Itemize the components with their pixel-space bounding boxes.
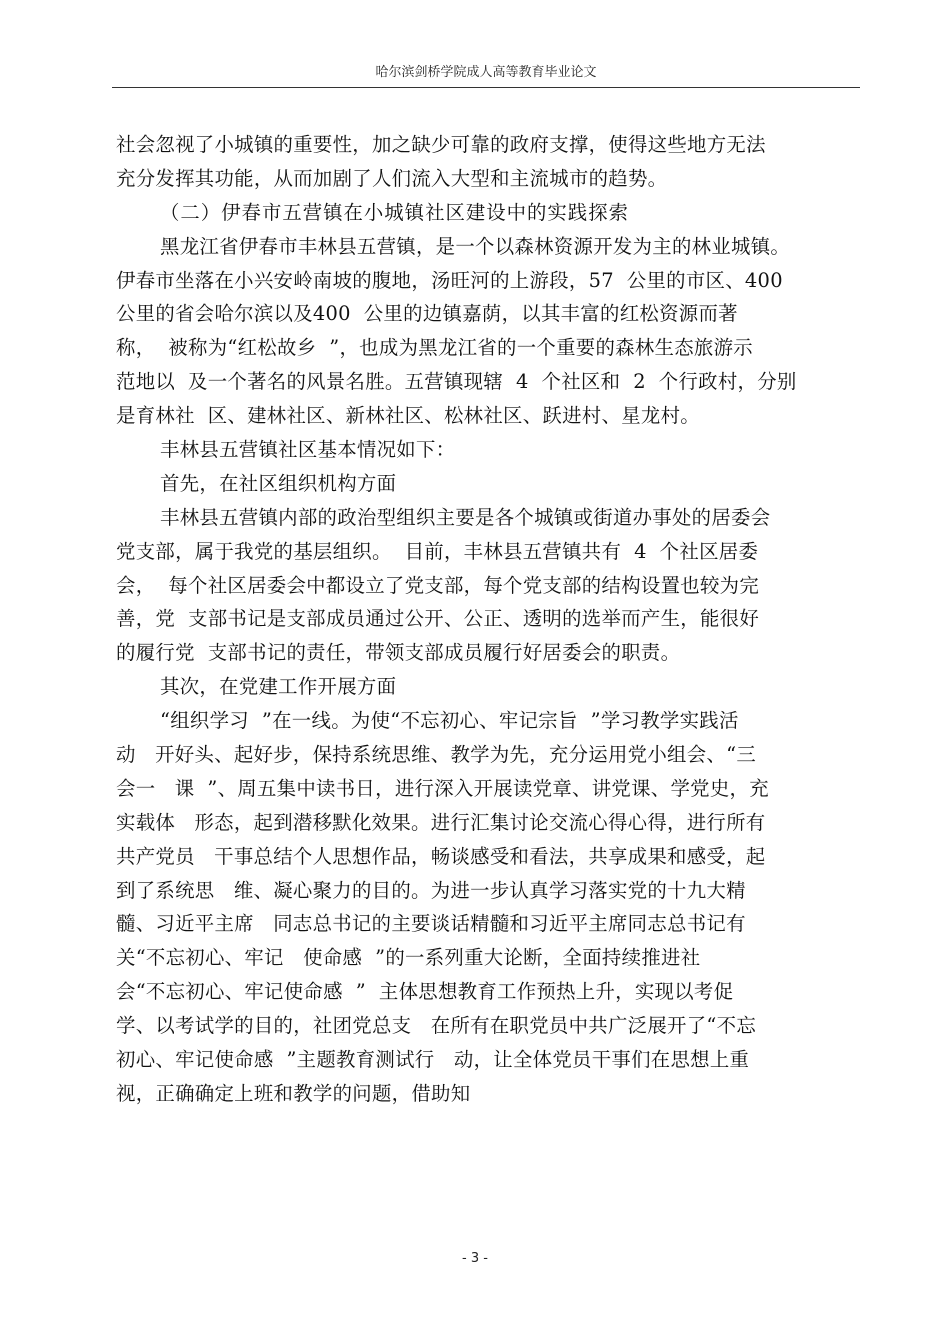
header-divider (112, 87, 860, 88)
paragraph-line: “组织学习 ”在一线。为使“不忘初心、牢记宗旨 ”学习教学实践活 (160, 709, 739, 733)
paragraph-line: 伊春市坐落在小兴安岭南坡的腹地，汤旺河的上游段，57 公里的市区、400 (116, 268, 783, 292)
paragraph-line: 党支部，属于我党的基层组织。 目前，丰林县五营镇共有 4 个社区居委 (116, 539, 759, 563)
paragraph-line: 范地以 及一个著名的风景名胜。五营镇现辖 4 个社区和 2 个行政村，分别 (116, 370, 797, 394)
page-number: - 3 - (462, 1251, 488, 1266)
paragraph-line: 称， 被称为“红松故乡 ”，也成为黑龙江省的一个重要的森林生态旅游示 (116, 336, 753, 360)
subheading-line: 首先，在社区组织机构方面 (160, 471, 397, 495)
subheading-line: 其次，在党建工作开展方面 (160, 675, 397, 699)
paragraph-line: 善，党 支部书记是支部成员通过公开、公正、透明的选举而产生，能很好 (116, 607, 760, 631)
paragraph-line: 初心、牢记使命感 ”主题教育测试行 动，让全体党员干事们在思想上重 (116, 1048, 750, 1072)
paragraph-line: 社会忽视了小城镇的重要性，加之缺少可靠的政府支撑，使得这些地方无法 (116, 133, 766, 156)
paragraph-line: 髓、习近平主席 同志总书记的主要谈话精髓和习近平主席同志总书记有 (116, 912, 746, 936)
paragraph-line: 关“不忘初心、牢记 使命感 ”的一系列重大论断，全面持续推进社 (116, 946, 701, 970)
paragraph-line: 充分发挥其功能，从而加剧了人们流入大型和主流城市的趋势。 (116, 166, 668, 190)
paragraph-line: 动 开好头、起好步，保持系统思维、教学为先，充分运用党小组会、“三 (116, 743, 757, 767)
paragraph-line: 丰林县五营镇社区基本情况如下： (160, 438, 456, 462)
paragraph-line: 丰林县五营镇内部的政治型组织主要是各个城镇或街道办事处的居委会 (160, 505, 771, 529)
section-heading: （二）伊春市五营镇在小城镇社区建设中的实践探索 (160, 200, 629, 224)
paragraph-line: 的履行党 支部书记的责任，带领支部成员履行好居委会的职责。 (116, 641, 681, 665)
paragraph-line: 黑龙江省伊春市丰林县五营镇，是一个以森林资源开发为主的林业城镇。 (160, 234, 791, 258)
paragraph-line: 共产党员 干事总结个人思想作品，畅谈感受和看法，共享成果和感受，起 (116, 844, 766, 868)
paragraph-line: 会“不忘初心、牢记使命感 ” 主体思想教育工作预热上升，实现以考促 (116, 980, 734, 1004)
body-text (116, 128, 868, 1111)
paragraph-line: 是育林社 区、建林社区、新林社区、松林社区、跃进村、星龙村。 (116, 404, 700, 428)
paragraph-line: 会一 课 ”、周五集中读书日，进行深入开展读党章、讲党课、学党史，充 (116, 776, 769, 800)
paragraph-line: 会， 每个社区居委会中都设立了党支部，每个党支部的结构设置也较为完 (116, 573, 760, 597)
paragraph-line: 视，正确确定上班和教学的问题，借助知 (116, 1081, 471, 1105)
running-header: 哈尔滨剑桥学院成人高等教育毕业论文 (375, 65, 597, 80)
paragraph-line: 到了系统思 维、凝心聚力的目的。为进一步认真学习落实党的十九大精 (116, 878, 746, 902)
paragraph-line: 实载体 形态，起到潜移默化效果。进行汇集讨论交流心得心得，进行所有 (116, 810, 766, 834)
paragraph-line: 学、以考试学的目的，社团党总支 在所有在职党员中共广泛展开了“不忘 (116, 1014, 757, 1038)
paragraph-line: 公里的省会哈尔滨以及400 公里的边镇嘉荫，以其丰富的红松资源而著 (116, 302, 738, 326)
